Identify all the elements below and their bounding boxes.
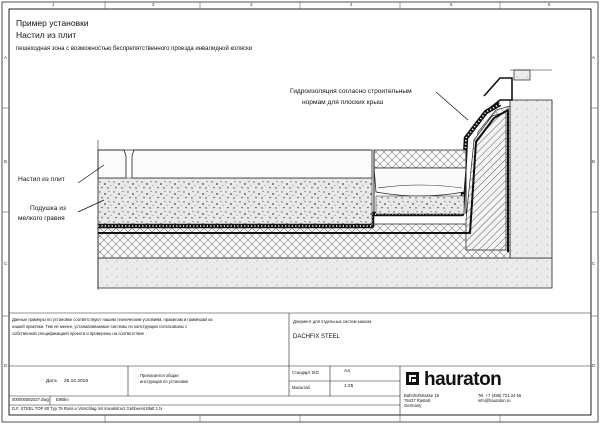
disclaimer-line2: нашей практики. Тем не менее, устанавливаемые системы по конструкции согласованы с [12,324,188,329]
col-number-6: 6 [548,2,551,7]
drawing-subtitle: пешеходная зона с возможностью беспрепятственного проезда инвалидной коляски [16,46,253,52]
instruction-line2: инструкция по установке [140,379,189,384]
row-letter-c-right: C [592,261,596,266]
drainage-channel-body [374,168,466,196]
address-line1: Bahnhofstrasse 19 [404,393,439,398]
scale-label: Масштаб [292,385,310,390]
row-letter-c: C [4,261,8,266]
drawing-title-line1: Пример установки [16,18,89,28]
drawing-title-line2: Настил из плит [16,30,77,40]
document-label: Документ для отдельных систем канала [293,319,372,324]
col-number-2: 2 [152,2,155,7]
waterproofing-label-line1: Гидроизоляция согласно строительным [290,88,412,95]
address-line2: 76437 Rastatt [404,398,431,403]
drawing-number: 000000082027.dwg [12,397,49,402]
col-number-4: 4 [350,2,353,7]
slab-paving-label: Настил из плит [18,176,65,183]
disclaimer-line1: Данные примеры по установке соответствуют нашим техническим условиям, правилам и примерам из [12,317,213,322]
row-letter-d: D [4,363,8,368]
footer-text: D.F. STEEL TOP 80 Typ 75 Russ.e Vorschlag mit Kanalstruct Gehbereit Blatt 1.tx [12,406,163,411]
row-letter-a-right: A [592,55,596,60]
gravel-under-channel [376,196,464,214]
gravel-bed-label-line1: Подушка из [30,205,66,212]
date-label: Дата [46,379,57,384]
concrete-base-slab [98,258,552,288]
format-value: A4 [344,369,350,374]
instruction-line1: Прилагается общая [140,373,179,378]
drainage-channel-grate [374,150,466,168]
email: info@hauraton.ru [478,398,511,403]
address-line3: Germany [404,403,422,408]
concrete-wall [510,100,552,258]
phone: Tel. +7 (495) 721 24 55 [478,393,522,398]
row-letter-a: A [4,55,8,60]
file-code: E98lim [56,397,69,402]
col-number-5: 5 [450,2,453,7]
hauraton-logo-mark [406,372,419,385]
hauraton-brand: hauraton [424,369,502,390]
row-letter-b-right: B [592,159,596,164]
row-letter-b: B [4,159,8,164]
format-label: Стандарт ISO [292,370,319,375]
waterproofing-label-line2: нормам для плоских крыш [302,99,384,106]
scale-value: 1:25 [344,384,354,389]
disclaimer-line3: собственной спецификацией проекта и проверены на соответствие [12,331,144,336]
date-value: 25.10.2019 [64,379,89,384]
col-number-1: 1 [52,2,55,7]
col-number-3: 3 [250,2,253,7]
gravel-bed-label-line2: мелкого гравия [18,215,65,222]
row-letter-d-right: D [592,363,596,368]
product-name: DACHFIX STEEL [293,334,341,340]
parapet-cap [514,70,530,80]
paving-slabs [98,150,372,178]
gravel-bed [98,178,372,224]
